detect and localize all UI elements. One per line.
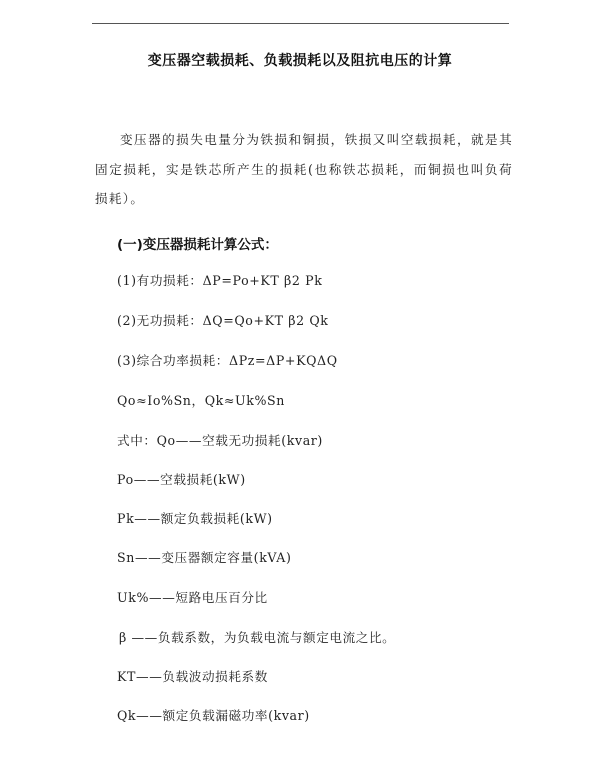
definition-kt: KT——负载波动损耗系数 — [117, 669, 268, 684]
definition-pk: Pk——额定负载损耗(kW) — [117, 511, 273, 526]
formula-active-loss: (1)有功损耗：ΔP=Po+KT β2 Pk — [117, 273, 323, 288]
document-title: 变压器空载损耗、负载损耗以及阻抗电压的计算 — [147, 53, 453, 69]
header-rule — [92, 23, 509, 24]
formula-combined-loss: (3)综合功率损耗：ΔPz=ΔP+KQΔQ — [117, 353, 338, 368]
formula-reactive-loss: (2)无功损耗：ΔQ=Qo+KT β2 Qk — [117, 313, 329, 328]
definition-uk: Uk%——短路电压百分比 — [117, 590, 268, 605]
definition-sn: Sn——变压器额定容量(kVA) — [117, 550, 292, 565]
definition-qo: 式中：Qo——空载无功损耗(kvar) — [117, 433, 323, 448]
definition-qk: Qk——额定负载漏磁功率(kvar) — [117, 708, 310, 723]
definition-po: Po——空载损耗(kW) — [117, 472, 246, 487]
formula-approximations: Qo≈Io%Sn，Qk≈Uk%Sn — [117, 393, 285, 408]
intro-paragraph: 变压器的损失电量分为铁损和铜损，铁损又叫空载损耗，就是其固定损耗，实是铁芯所产生的损耗(也称铁芯损耗，而铜损也叫负荷损耗）。 — [95, 132, 513, 206]
section-heading: (一)变压器损耗计算公式： — [117, 237, 278, 253]
definition-beta: β ——负载系数，为负载电流与额定电流之比。 — [119, 630, 396, 645]
